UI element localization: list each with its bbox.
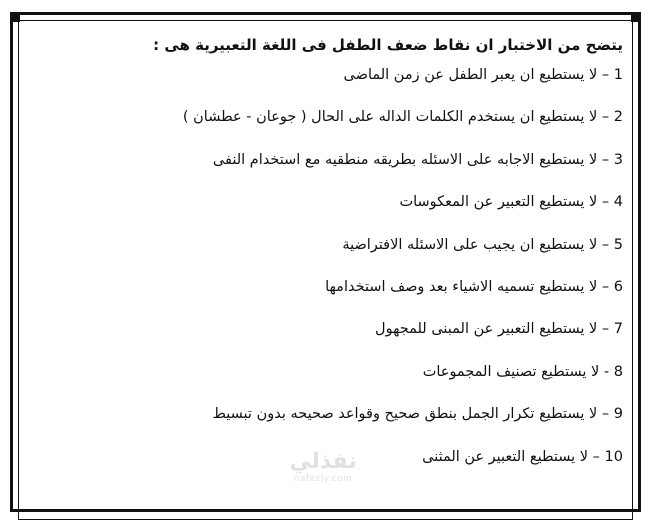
list-item xyxy=(30,234,623,276)
watermark-latin: nafezly.com xyxy=(293,474,353,484)
list-item-text: 5 – لا يستطيع ان يجيب على الاسئله الافتراضية xyxy=(342,236,623,253)
watermark-arabic: نفذلي xyxy=(289,449,357,474)
weakness-list xyxy=(30,64,623,488)
list-item-text: 3 – لا يستطيع الاجابه على الاسئله بطريقه منطقيه مع استخدام النفى xyxy=(212,151,623,168)
list-item-text: 7 – لا يستطيع التعبير عن المبنى للمجهول xyxy=(375,321,623,338)
list-item-text: 4 – لا يستطيع التعبير عن المعكوسات xyxy=(399,194,623,211)
list-item-text: 2 – لا يستطيع ان يستخدم الكلمات الداله على الحال ( جوعان - عطشان ) xyxy=(182,109,623,126)
list-item xyxy=(30,403,623,445)
list-item-text: 6 – لا يستطيع تسميه الاشياء بعد وصف استخدامها xyxy=(325,278,623,295)
border-corner-top-left xyxy=(10,12,20,22)
watermark-logo xyxy=(283,450,363,484)
list-item xyxy=(30,149,623,191)
list-item-text: 8 - لا يستطيع تصنيف المجموعات xyxy=(422,363,623,380)
document-content xyxy=(30,30,623,488)
border-corner-top-right xyxy=(631,12,641,22)
list-item xyxy=(30,64,623,106)
list-item xyxy=(30,361,623,403)
list-item xyxy=(30,276,623,318)
list-item xyxy=(30,106,623,148)
list-item-text: 10 – لا يستطيع التعبير عن المثنى xyxy=(422,448,623,465)
list-item-text: 1 – لا يستطيع ان يعبر الطفل عن زمن الماضى xyxy=(343,67,623,83)
document-heading: يتضح من الاختبار ان نقاط ضعف الطفل فى اللغة التعبيرية هى : xyxy=(153,36,623,54)
list-item-text: 9 – لا يستطيع تكرار الجمل بنطق صحيح وقواعد صحيحه بدون تبسيط xyxy=(212,406,623,423)
list-item xyxy=(30,318,623,360)
list-item xyxy=(30,191,623,233)
